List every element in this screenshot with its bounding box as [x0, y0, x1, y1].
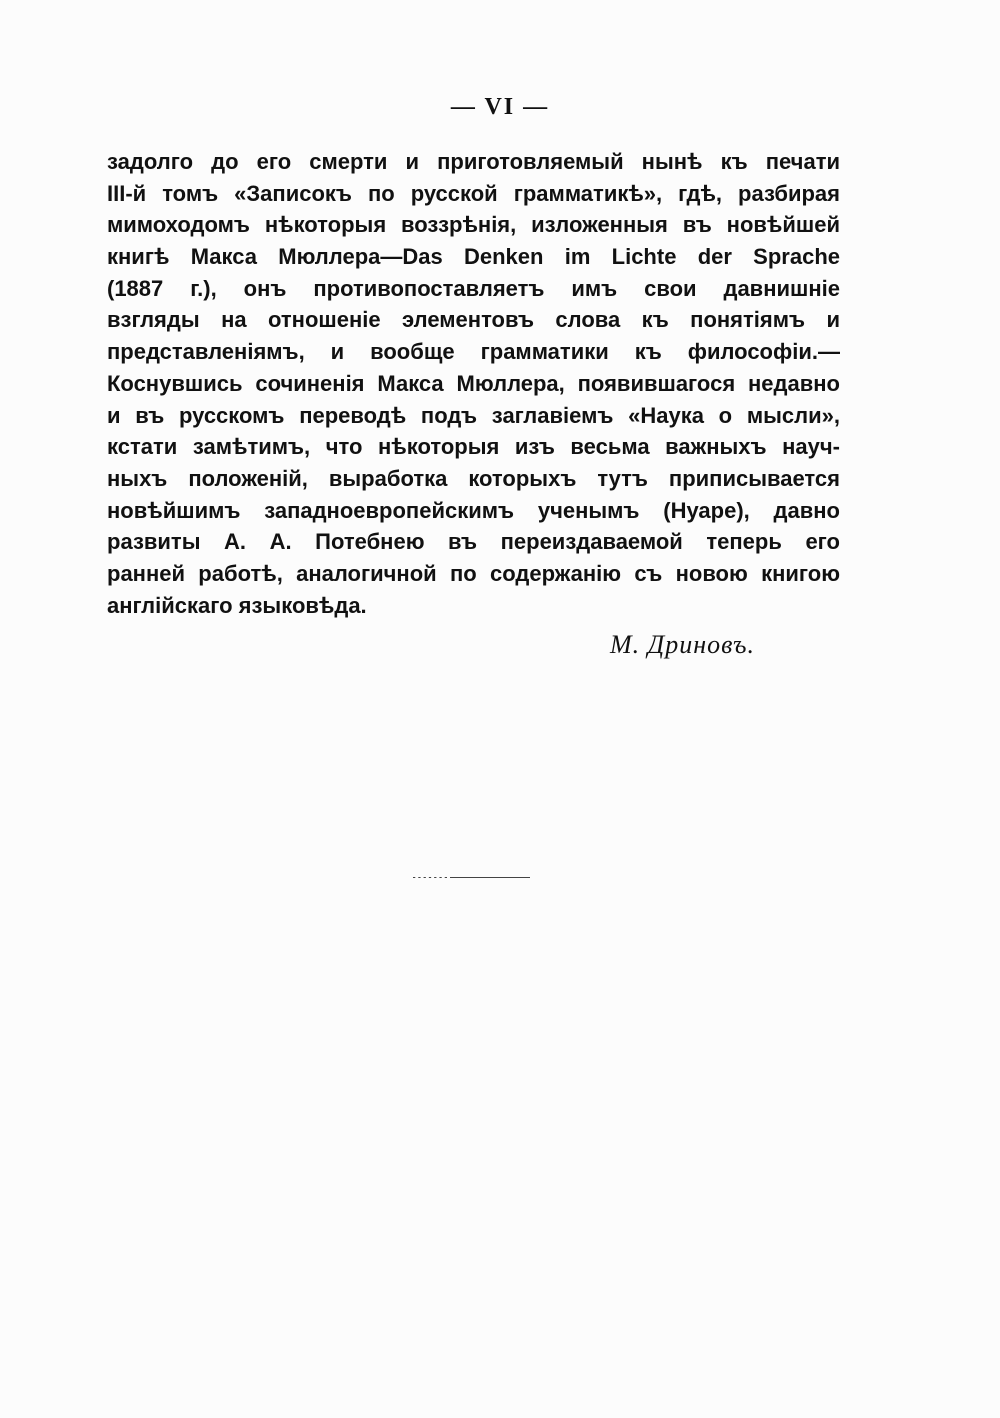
text-line: взгляды на отношеніе элементовъ слова къ понятіямъ и: [107, 307, 840, 333]
text-line: Коснувшись сочиненія Макса Мюллера, появившагося недавно: [107, 370, 840, 396]
text-line: ныхъ положеній, выработка которыхъ тутъ приписывается: [107, 465, 840, 491]
text-line: англійскаго языковѣда.: [107, 592, 367, 618]
text-line: книгѣ Макса Мюллера—Das Denken im Lichte der Sprache: [107, 244, 840, 270]
author-signature: М. Дриновъ.: [610, 630, 756, 659]
text-line: мимоходомъ нѣкоторыя воззрѣнія, изложенныя въ новѣйшей: [107, 212, 840, 238]
text-line: и въ русскомъ переводѣ подъ заглавіемъ «Наука о мысли»,: [107, 402, 840, 428]
text-line: (1887 г.), онъ противопоставляетъ имъ свои давнишніе: [107, 275, 840, 301]
body-paragraph: [107, 146, 840, 621]
text-line: новѣйшимъ западноевропейскимъ ученымъ (Нуаре), давно: [107, 497, 840, 523]
text-line: ранней работѣ, аналогичной по содержанію съ новою книгою: [107, 560, 840, 586]
text-line: задолго до его смерти и приготовляемый нынѣ къ печати: [107, 149, 840, 174]
text-line: III-й томъ «Записокъ по русской грамматикѣ», гдѣ, разбирая: [107, 180, 840, 206]
text-line: кстати замѣтимъ, что нѣкоторыя изъ весьма важныхъ науч-: [107, 434, 840, 460]
text-line: развиты А. А. Потебнею въ переиздаваемой теперь его: [107, 529, 840, 555]
section-divider: [410, 877, 530, 878]
page-number: — VI —: [450, 94, 550, 120]
text-line: представленіямъ, и вообще грамматики къ философіи.—: [107, 339, 840, 365]
